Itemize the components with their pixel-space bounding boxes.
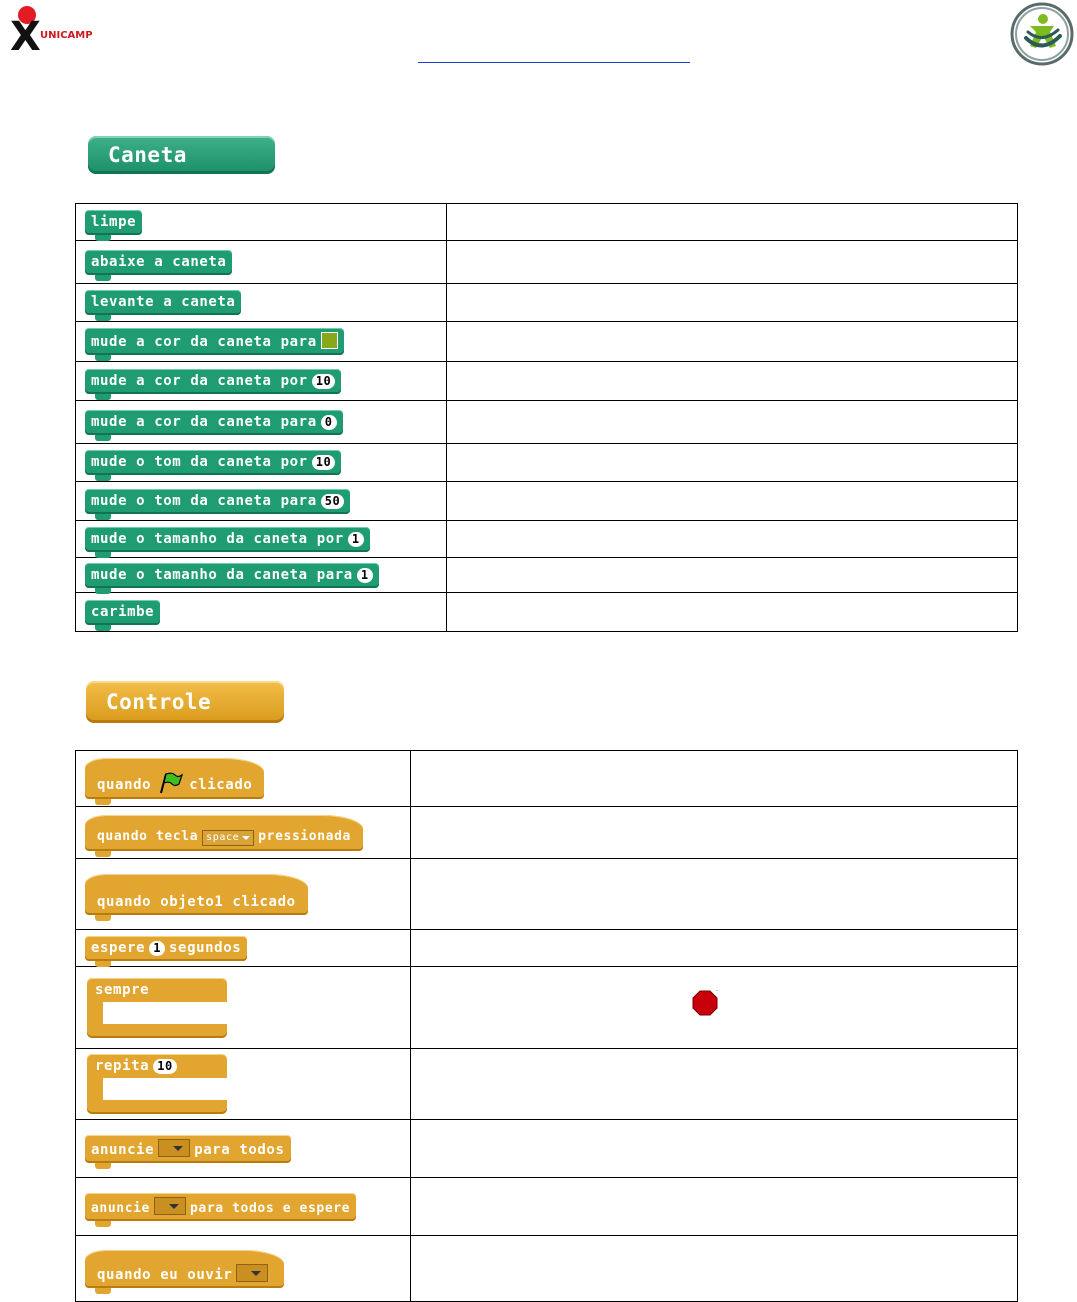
- block-clear[interactable]: limpe: [85, 210, 142, 235]
- block-pen-up[interactable]: levante a caneta: [85, 290, 241, 315]
- block-description: [411, 1178, 1018, 1236]
- table-row: [76, 322, 1018, 362]
- scratch-project-logo-icon: [1010, 2, 1074, 66]
- table-row: [76, 930, 1018, 967]
- logo-x: X: [10, 14, 41, 60]
- block-pen-down[interactable]: abaixe a caneta: [85, 250, 232, 275]
- block-label: sempre: [87, 978, 227, 1002]
- block-description: [411, 751, 1018, 807]
- block-set-pen-shade-to[interactable]: [85, 489, 350, 514]
- table-row: [76, 1049, 1018, 1120]
- block-broadcast-and-wait[interactable]: [85, 1193, 356, 1221]
- message-dropdown[interactable]: [236, 1264, 268, 1282]
- block-label: mude a cor da caneta para: [91, 413, 317, 430]
- block-description: [411, 807, 1018, 859]
- c-block-arm: [87, 1078, 103, 1100]
- block-label: anuncie: [91, 1141, 155, 1158]
- block-description: [411, 1236, 1018, 1302]
- block-description: [411, 930, 1018, 967]
- block-label: quando: [97, 777, 152, 793]
- block-change-pen-color-by[interactable]: [85, 369, 341, 394]
- category-header-control: Controle: [86, 681, 284, 723]
- number-input[interactable]: 50: [321, 494, 345, 509]
- green-flag-icon: [157, 772, 183, 794]
- block-description: [411, 1120, 1018, 1178]
- table-row: [76, 401, 1018, 444]
- block-label: mude a cor da caneta para: [91, 334, 317, 350]
- table-row: [76, 284, 1018, 322]
- c-block-bottom: [87, 1024, 227, 1038]
- table-row: [76, 521, 1018, 558]
- unicamp-logo: [6, 4, 116, 60]
- number-input[interactable]: 0: [321, 415, 337, 430]
- header-link-underline[interactable]: [418, 62, 690, 63]
- block-label: mude o tom da caneta por: [91, 454, 308, 470]
- block-label: pressionada: [258, 828, 351, 844]
- block-label: mude o tamanho da caneta para: [91, 566, 353, 583]
- block-label: para todos: [194, 1141, 285, 1158]
- block-description: [447, 444, 1018, 482]
- block-label: clicado: [189, 777, 253, 793]
- block-description: [447, 593, 1018, 632]
- block-description: [447, 558, 1018, 593]
- pen-blocks-table: [75, 203, 1018, 632]
- block-repeat[interactable]: [87, 1054, 227, 1114]
- block-change-pen-shade-by[interactable]: [85, 450, 341, 475]
- block-wait[interactable]: [85, 936, 247, 961]
- block-description: [447, 204, 1018, 241]
- block-label: quando tecla: [97, 828, 199, 844]
- number-input[interactable]: 10: [153, 1059, 177, 1074]
- block-set-pen-size-to[interactable]: [85, 563, 379, 588]
- block-description: [447, 322, 1018, 362]
- message-dropdown[interactable]: [158, 1139, 190, 1157]
- table-row: [76, 362, 1018, 401]
- block-label: para todos e espere: [190, 1200, 351, 1216]
- block-label: espere: [91, 939, 146, 956]
- table-row: [76, 558, 1018, 593]
- table-row: [76, 1120, 1018, 1178]
- key-dropdown[interactable]: space: [202, 830, 254, 846]
- number-input[interactable]: 10: [312, 455, 336, 470]
- block-stamp[interactable]: carimbe: [85, 600, 160, 625]
- block-label: mude o tamanho da caneta por: [91, 530, 344, 547]
- c-block-bottom: [87, 1100, 227, 1114]
- number-input[interactable]: 1: [149, 941, 165, 956]
- number-input[interactable]: 1: [357, 568, 373, 583]
- c-block-arm: [87, 1002, 103, 1024]
- table-row: [76, 1178, 1018, 1236]
- block-description: [411, 1049, 1018, 1120]
- logo-text: UNICAMP: [40, 30, 93, 41]
- block-label: segundos: [169, 939, 242, 956]
- block-description: [447, 284, 1018, 322]
- category-header-pen: Caneta: [88, 136, 275, 174]
- block-when-flag-clicked[interactable]: [85, 758, 264, 799]
- table-row: [76, 593, 1018, 632]
- number-input[interactable]: 10: [312, 374, 336, 389]
- block-label: mude a cor da caneta por: [91, 372, 308, 389]
- table-row: [76, 241, 1018, 284]
- table-row: [76, 859, 1018, 930]
- block-set-pen-color-to-number[interactable]: [85, 410, 343, 435]
- block-description: [447, 482, 1018, 521]
- block-label: mude o tom da caneta para: [91, 492, 317, 509]
- color-swatch-input[interactable]: [321, 332, 338, 349]
- message-dropdown[interactable]: [154, 1197, 186, 1215]
- block-description: [447, 401, 1018, 444]
- block-change-pen-size-by[interactable]: [85, 527, 370, 552]
- table-row: [76, 967, 1018, 1049]
- block-set-pen-color-to-swatch[interactable]: [85, 328, 344, 355]
- block-label: quando eu ouvir: [97, 1266, 233, 1283]
- block-forever[interactable]: [87, 978, 227, 1038]
- number-input[interactable]: 1: [348, 532, 364, 547]
- block-when-key-pressed[interactable]: [85, 815, 363, 851]
- table-row: [76, 482, 1018, 521]
- block-when-i-receive[interactable]: [85, 1250, 284, 1288]
- block-description: [411, 859, 1018, 930]
- control-blocks-table: [75, 750, 1018, 1302]
- table-row: [76, 807, 1018, 859]
- block-broadcast[interactable]: [85, 1135, 291, 1163]
- block-description: [447, 521, 1018, 558]
- block-description: [447, 362, 1018, 401]
- table-row: [76, 444, 1018, 482]
- block-label: anuncie: [91, 1200, 150, 1216]
- block-when-sprite-clicked[interactable]: quando objeto1 clicado: [85, 874, 308, 915]
- block-description: [447, 241, 1018, 284]
- table-row: [76, 751, 1018, 807]
- table-row: [76, 1236, 1018, 1302]
- stop-sign-icon: [692, 990, 718, 1016]
- table-row: [76, 204, 1018, 241]
- block-label: repita: [95, 1058, 150, 1074]
